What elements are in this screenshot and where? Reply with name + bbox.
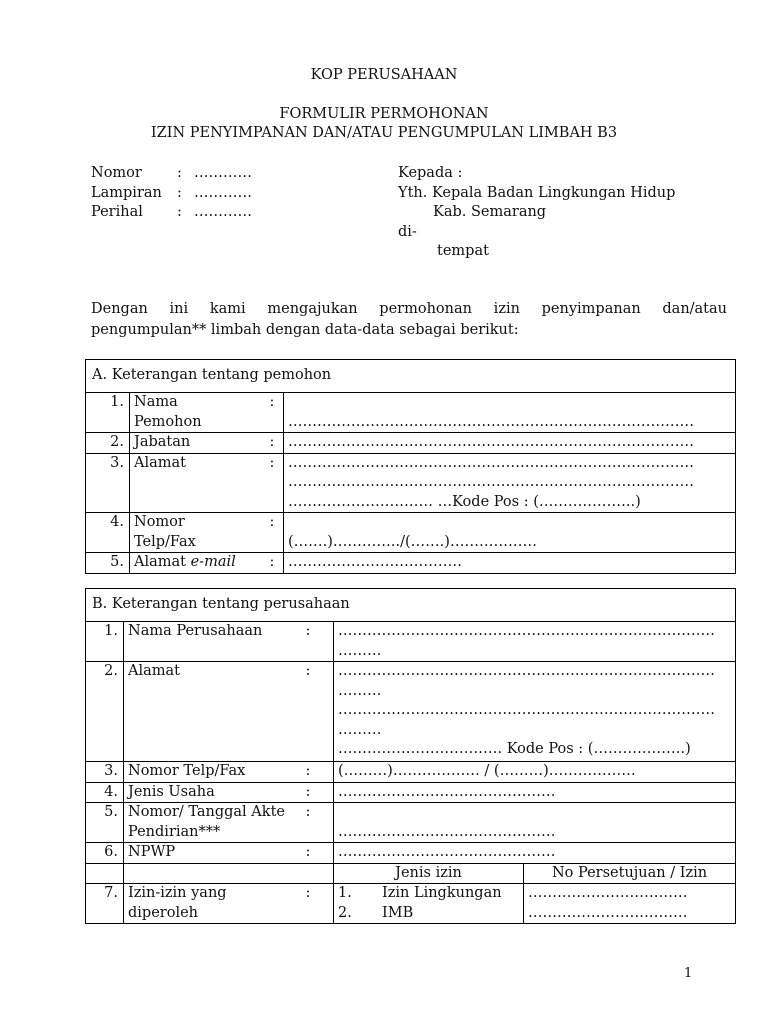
table-row [86,662,736,762]
intro-line: Dengan ini kami mengajukan permohonan izin penyimpanan dan/atau [91,301,727,317]
meta-colon: : [177,165,182,181]
row-number: 1. [86,622,124,662]
row-number: 7. [86,884,124,924]
row-number: 3. [86,762,124,783]
meta-label-nomor: Nomor [91,165,142,181]
field-colon: : [306,884,334,924]
field-value-akte-pendirian[interactable]: ……………………………………… [334,803,736,843]
recipient-line: Kab. Semarang [433,204,547,220]
intro-paragraph [91,299,727,341]
field-value-telp-fax[interactable]: (…….)…………../(…….)……………… [284,513,736,553]
form-subtitle: IZIN PENYIMPANAN DAN/ATAU PENGUMPULAN LIMBAH B3 [150,125,618,141]
permit-item: 1. Izin Lingkungan [338,885,502,901]
field-label: Nama Perusahaan [124,622,306,662]
table-row [86,433,736,454]
field-label: Izin-izin yang diperoleh [124,884,306,924]
field-colon: : [270,393,284,433]
table-row [86,843,736,864]
permits-header-row [86,863,736,884]
meta-value-nomor: ………… [194,165,252,181]
field-label: Jabatan [130,433,270,454]
row-number: 2. [86,662,124,762]
meta-colon: : [177,185,182,201]
recipient-line: Kepada : [398,165,463,181]
meta-value-perihal: ………… [194,204,252,220]
field-colon: : [270,433,284,454]
field-value-nama-perusahaan[interactable]: …………………………………………………………………… ……… [334,622,736,662]
permit-number-values[interactable]: …………………………… …………………………… [524,884,736,924]
meta-label-lampiran: Lampiran [91,185,162,201]
field-colon: : [306,782,334,803]
field-colon: : [306,662,334,762]
field-value-email[interactable]: ……………………………… [284,553,736,574]
row-number: 1. [86,393,130,433]
row-number: 4. [86,513,130,553]
field-value-nama-pemohon[interactable]: ………………………………………………………………………… [284,393,736,433]
meta-label-perihal: Perihal [91,204,143,220]
permit-type-list [334,884,524,924]
field-value-alamat[interactable]: ………………………………………………………………………… ………………………………………………………………………… ………………………… …Kode Pos : (………………..) [284,453,736,513]
field-value-npwp[interactable]: ……………………………………… [334,843,736,864]
row-number: 6. [86,843,124,864]
field-value-telp-fax-perusahaan[interactable]: (………)……………… / (………)……………… [334,762,736,783]
recipient-line: Yth. Kepala Badan Lingkungan Hidup [398,185,676,201]
field-label: Nomor Telp/Fax [124,762,306,783]
field-label: Alamat [124,662,306,762]
field-label: NPWP [124,843,306,864]
field-label: Nama Pemohon [130,393,270,433]
row-number: 2. [86,433,130,454]
intro-line: pengumpulan** limbah dengan data-data sebagai berikut: [91,322,519,338]
field-label: Alamat e-mail [130,553,270,574]
table-row [86,393,736,433]
table-row [86,622,736,662]
table-row [86,782,736,803]
section-b-title: B. Keterangan tentang perusahaan [86,589,736,622]
row-number: 5. [86,803,124,843]
row-number: 4. [86,782,124,803]
permit-number-header: No Persetujuan / Izin [524,863,736,884]
field-colon: : [306,803,334,843]
field-value-alamat-perusahaan[interactable]: …………………………………………………………………… ……… …………………………………………………………………… ……… ……………………………. Kode Pos : (……………….) [334,662,736,762]
field-colon: : [306,622,334,662]
table-row [86,803,736,843]
field-label: Nomor Telp/Fax [130,513,270,553]
section-a-table [85,359,736,574]
company-letterhead: KOP PERUSAHAAN [310,67,458,83]
field-label: Jenis Usaha [124,782,306,803]
row-number: 5. [86,553,130,574]
field-value-jenis-usaha[interactable]: ……………………………………… [334,782,736,803]
section-b-table [85,588,736,924]
table-row [86,513,736,553]
field-colon: : [306,843,334,864]
field-colon: : [306,762,334,783]
field-colon: : [270,553,284,574]
field-label: Nomor/ Tanggal Akte Pendirian*** [124,803,306,843]
page-number: 1 [684,966,693,981]
table-row [86,762,736,783]
meta-value-lampiran: ………… [194,185,252,201]
permit-item: 2. IMB [338,904,414,921]
field-colon: : [270,453,284,513]
recipient-line: di- [398,224,417,240]
meta-colon: : [177,204,182,220]
field-value-jabatan[interactable]: ………………………………………………………………………… [284,433,736,454]
field-colon: : [270,513,284,553]
field-label: Alamat [130,453,270,513]
row-number: 3. [86,453,130,513]
table-row [86,884,736,924]
section-a-title: A. Keterangan tentang pemohon [86,360,736,393]
table-row [86,453,736,513]
recipient-line: tempat [437,243,489,259]
table-row [86,553,736,574]
form-title: FORMULIR PERMOHONAN [279,106,489,122]
permit-type-header: Jenis izin [334,863,524,884]
